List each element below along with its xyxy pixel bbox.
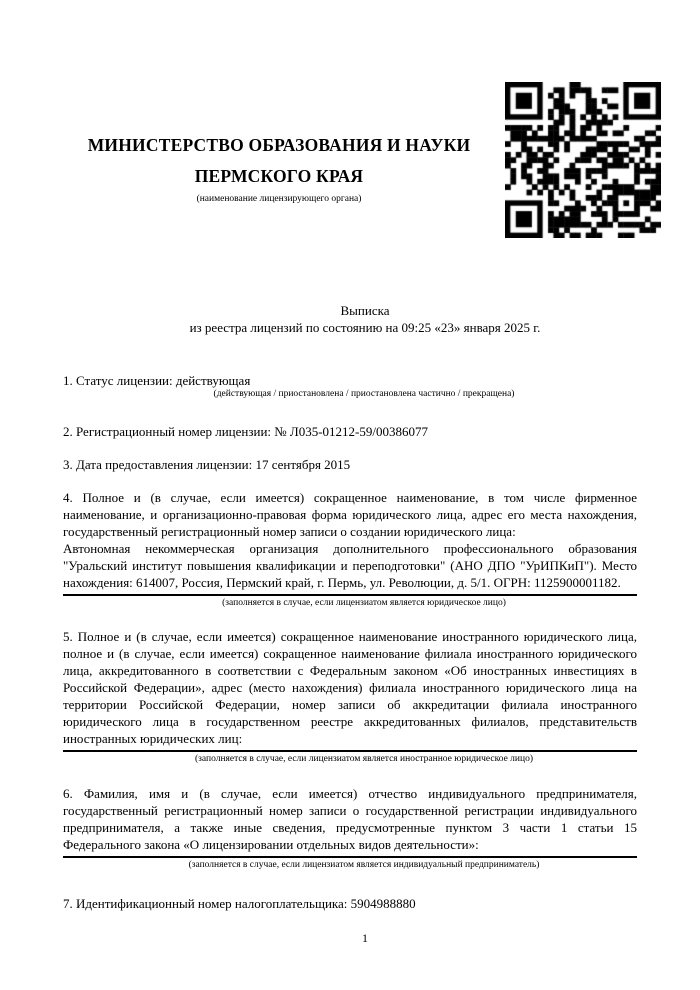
item-5-note: (заполняется в случае, если лицензиатом является иностранное юридическое лицо) bbox=[195, 754, 533, 764]
doc-title bbox=[30, 302, 700, 336]
doc-title-line1: Выписка bbox=[340, 303, 390, 318]
item-4-fill-line bbox=[63, 594, 637, 596]
item-5-foreign-entity-label: 5. Полное и (в случае, если имеется) сокращенное наименование иностранного юридического лица, полное и (в случае, если имеется) сокращенное наименование филиала иностранного юридического лица, аккредитованного в соответствии с Федеральным законом «Об иностранных инвестициях в Российской Федерации», адрес (место нахождения) филиала иностранного юридического лица на территории Российской Федерации, номер записи об аккредитации филиала иностранного юридического лица в государственном реестре аккредитованных филиалов, представительств иностранных юридических лиц: bbox=[63, 629, 637, 746]
ministry-name-line1: МИНИСТЕРСТВО ОБРАЗОВАНИЯ И НАУКИ bbox=[87, 135, 471, 155]
document-body bbox=[63, 368, 637, 912]
item-4-legal-entity-value: Автономная некоммерческая организация дополнительного профессионального образования "Уральский институт повышения квалификации и переподготовки" (АНО ДПО "УрИПКиП"). Место нахождения: 614007, Россия, Пермский край, г. Пермь, ул. Революции, д. 5/1. ОГРН: 1125900001182. bbox=[63, 541, 637, 590]
item-6-entrepreneur-label: 6. Фамилия, имя и (в случае, если имеется) отчество индивидуального предпринимателя, государственный регистрационный номер записи о государственной регистрации индивидуального предпринимателя, а также иные сведения, предусмотренные пунктом 3 части 1 статьи 15 Федерального закона «О лицензировании отдельных видов деятельности»: bbox=[63, 786, 637, 852]
item-4-note: (заполняется в случае, если лицензиатом является юридическое лицо) bbox=[222, 598, 506, 608]
item-3-grant-date: 3. Дата предоставления лицензии: 17 сентября 2015 bbox=[63, 457, 351, 472]
ministry-name-line2: ПЕРМСКОГО КРАЯ bbox=[194, 166, 364, 186]
item-6-fill-line bbox=[63, 856, 637, 858]
item-4-legal-entity-label: 4. Полное и (в случае, если имеется) сокращенное наименование, в том числе фирменное наименование, и организационно-правовая форма юридического лица, адрес его места нахождения, государственный регистрационный номер записи о создании юридического лица: bbox=[63, 490, 637, 539]
item-1-note: (действующая / приостановлена / приостановлена частично / прекращена) bbox=[213, 389, 515, 399]
item-1-license-status: 1. Статус лицензии: действующая bbox=[63, 373, 251, 388]
item-7-inn: 7. Идентификационный номер налогоплательщика: 5904988880 bbox=[63, 896, 416, 911]
qr-code bbox=[505, 82, 661, 238]
item-2-registration-number: 2. Регистрационный номер лицензии: № Л035-01212-59/00386077 bbox=[63, 424, 429, 439]
item-5-fill-line bbox=[63, 750, 637, 752]
doc-title-line2: из реестра лицензий по состоянию на 09:25 «23» января 2025 г. bbox=[189, 320, 541, 335]
ministry-header bbox=[38, 130, 520, 205]
item-6-note: (заполняется в случае, если лицензиатом является индивидуальный предприниматель) bbox=[188, 860, 540, 870]
page-number: 1 bbox=[362, 931, 368, 945]
ministry-caption: (наименование лицензирующего органа) bbox=[196, 194, 362, 204]
